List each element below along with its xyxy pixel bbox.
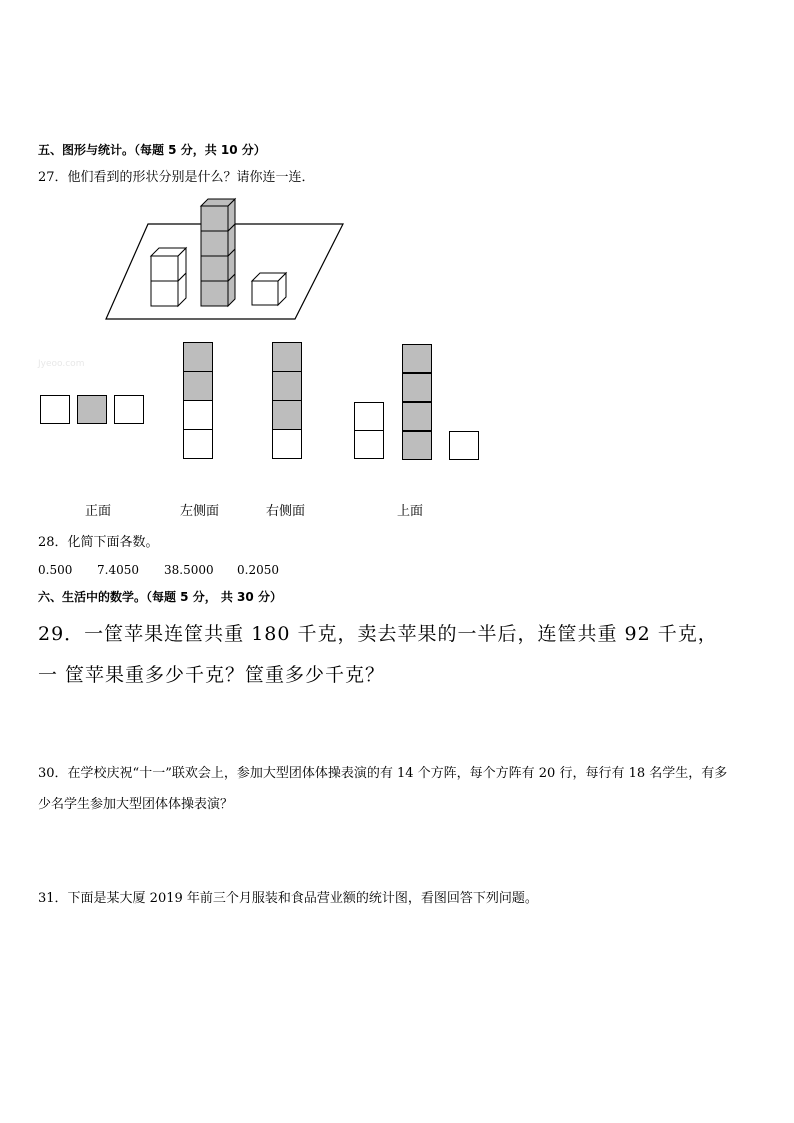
number-item: 0.500 <box>38 563 73 577</box>
square-white <box>354 402 384 431</box>
question-29-line-1: 29．一筐苹果连筐共重 180 千克，卖去苹果的一半后，连筐共重 92 千克， <box>38 623 718 645</box>
square-gray <box>402 373 432 402</box>
label-left-side[interactable]: 左侧面 <box>180 504 220 519</box>
question-29-line-2: 一 筐苹果重多少千克？筐重多少千克？ <box>38 664 386 686</box>
square-white <box>354 430 384 459</box>
square-white <box>183 400 213 430</box>
question-27-text: 27．他们看到的形状分别是什么？请你连一连． <box>38 170 315 185</box>
section-6-heading: 六、生活中的数学。（每题 5 分， 共 30 分） <box>38 590 282 604</box>
square-white <box>40 395 70 424</box>
number-item: 38.5000 <box>164 563 214 577</box>
watermark-text: Jyeoo.com <box>38 359 85 369</box>
question-30-line-2: 少名学生参加大型团体体操表演？ <box>38 797 234 812</box>
cube-arrangement-figure <box>100 192 350 324</box>
square-white <box>449 431 479 460</box>
white-cube-single <box>252 273 286 305</box>
question-31-text: 31．下面是某大厦 2019 年前三个月服装和食品营业额的统计图，看图回答下列问题。 <box>38 891 538 906</box>
label-top[interactable]: 上面 <box>397 504 424 519</box>
square-white <box>183 429 213 459</box>
square-gray <box>402 344 432 373</box>
square-gray <box>402 402 432 431</box>
number-item: 7.4050 <box>97 563 139 577</box>
square-gray <box>272 371 302 401</box>
square-gray <box>272 342 302 372</box>
square-gray <box>77 395 107 424</box>
section-5-heading: 五、图形与统计。（每题 5 分，共 10 分） <box>38 143 266 157</box>
square-white <box>114 395 144 424</box>
square-gray <box>272 400 302 430</box>
number-item: 0.2050 <box>237 563 279 577</box>
question-28-text: 28．化简下面各数。 <box>38 535 159 550</box>
white-cube-stack-left <box>151 248 186 306</box>
square-gray <box>183 371 213 401</box>
square-white <box>272 429 302 459</box>
label-right-side[interactable]: 右侧面 <box>266 504 306 519</box>
square-gray <box>183 342 213 372</box>
gray-cube-stack-tall <box>201 199 235 306</box>
question-30-line-1: 30．在学校庆祝“十一”联欢会上，参加大型团体体操表演的有 14 个方阵，每个方阵有 20 行，每行有 18 名学生，有多 <box>38 766 728 781</box>
square-gray <box>402 431 432 460</box>
label-front[interactable]: 正面 <box>85 504 112 519</box>
